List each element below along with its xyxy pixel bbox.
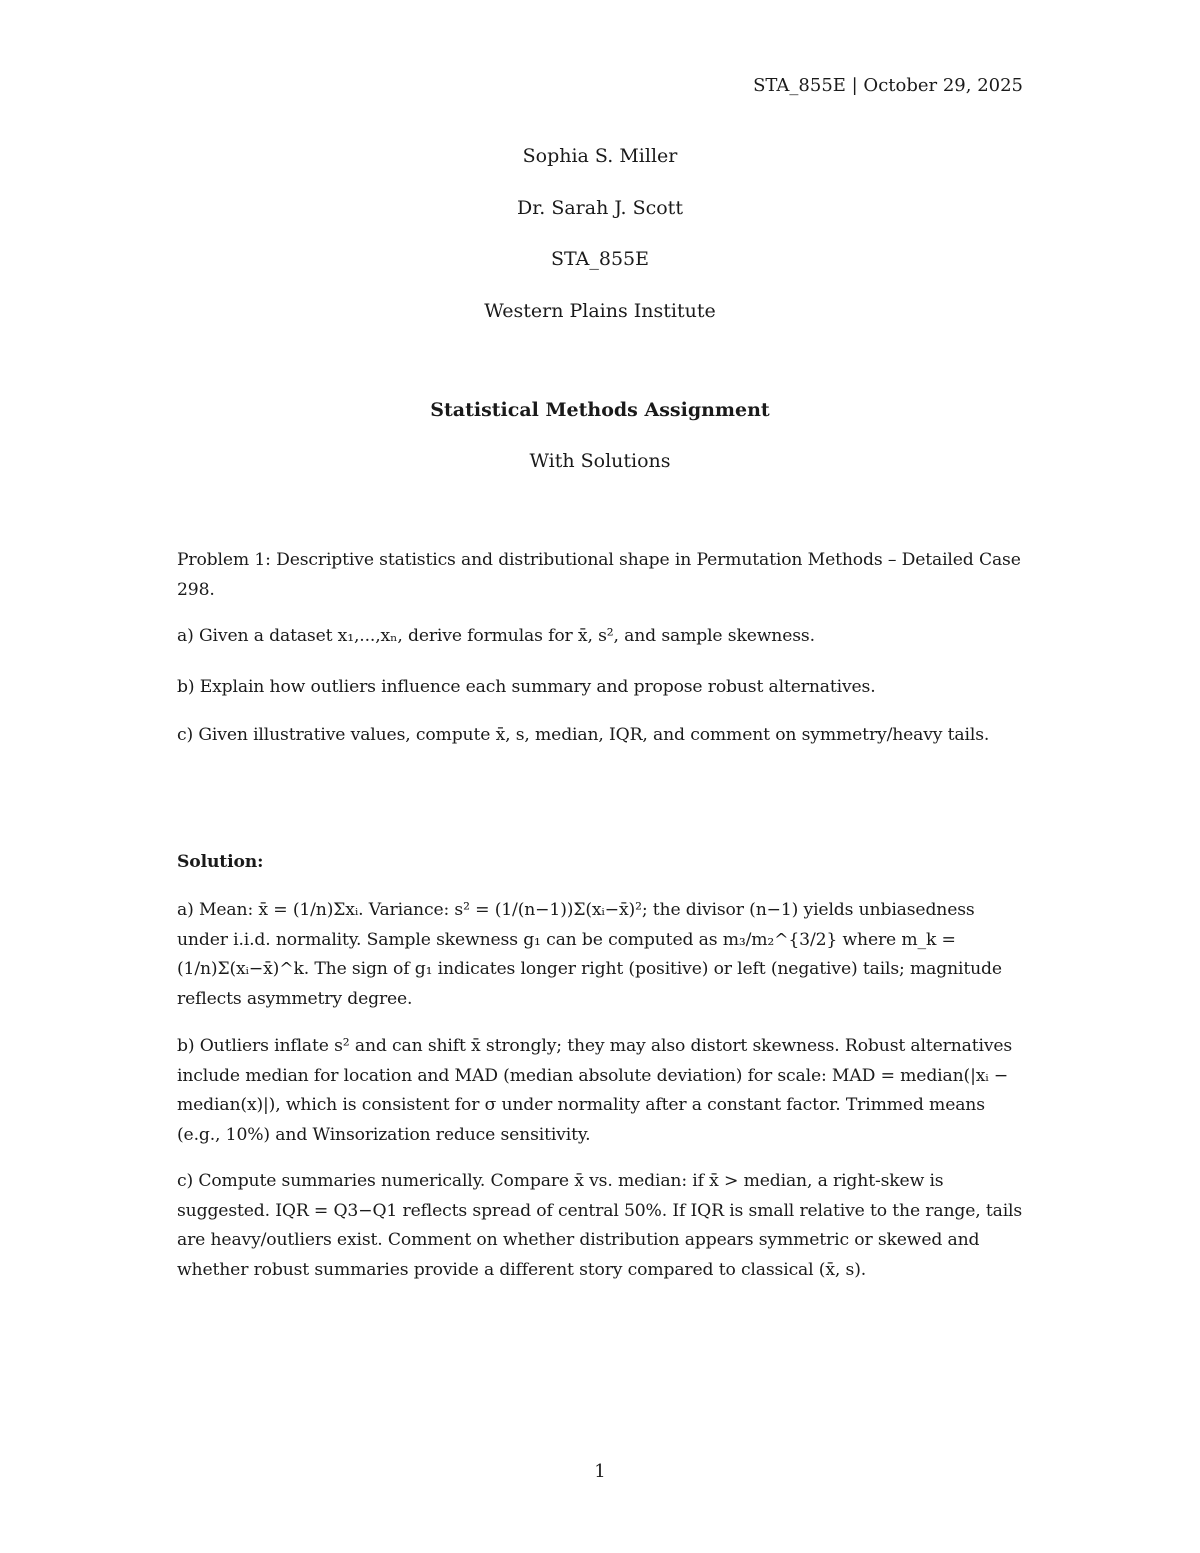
problem-part-a-text: a) Given a dataset x₁,...,xₙ, derive formulas for x̄, s², and sample skewness. — [177, 626, 815, 646]
problem-part-c-text: c) Given illustrative values, compute x̄, s, median, IQR, and comment on symmetry/heavy tails. — [177, 725, 990, 745]
title-block — [0, 144, 1200, 350]
problem-part-b — [177, 673, 1023, 703]
course-code: STA_855E — [550, 248, 649, 270]
institution-name: Western Plains Institute — [484, 299, 716, 322]
instructor-name: Dr. Sarah J. Scott — [517, 196, 683, 219]
solution-part-c-text: c) Compute summaries numerically. Compare x̄ vs. median: if x̄ > median, a right-skew is suggested. IQR = Q3−Q1 reflects spread of central 50%. If IQR is small relative to the range, tails are heavy/outliers exist. Comment on whether distribution appears symmetric or skewed and whether robust summaries provide a different story compared to classical (x̄, s). — [177, 1171, 1023, 1280]
problem-heading — [177, 546, 1023, 605]
solution-part-a-text: a) Mean: x̄ = (1/n)Σxᵢ. Variance: s² = (1/(n−1))Σ(xᵢ−x̄)²; the divisor (n−1) yields unbiasedness under i.i.d. normality. Sample skewness g₁ can be computed as m₃/m₂^{3/2} where m_k = (1/n)Σ(xᵢ−x̄)^k. The sign of g₁ indicates longer right (positive) or left (negative) tails; magnitude reflects asymmetry degree. — [177, 900, 1002, 1009]
solution-part-a — [177, 896, 1023, 1014]
running-head: STA_855E | October 29, 2025 — [753, 75, 1023, 96]
problem-part-c — [177, 721, 1023, 751]
problem-part-a — [177, 622, 1023, 652]
solution-part-c — [177, 1167, 1023, 1285]
problem-heading-text: Problem 1: Descriptive statistics and distributional shape in Permutation Methods – Detailed Case 298. — [177, 550, 1021, 600]
document-title: Statistical Methods Assignment — [430, 399, 770, 421]
page-number: 1 — [594, 1461, 606, 1482]
solution-part-b-text: b) Outliers inflate s² and can shift x̄ strongly; they may also distort skewness. Robust alternatives include median for location and MAD (median absolute deviation) for scale: MAD = median(|xᵢ − median(x)|), which is consistent for σ under normality after a constant factor. Trimmed means (e.g., 10%) and Winsorization reduce sensitivity. — [177, 1036, 1013, 1145]
solution-heading: Solution: — [177, 852, 264, 872]
student-name: Sophia S. Miller — [522, 145, 678, 167]
solution-part-b — [177, 1032, 1023, 1150]
document-subtitle: With Solutions — [529, 450, 671, 472]
problem-part-b-text: b) Explain how outliers influence each summary and propose robust alternatives. — [177, 677, 876, 697]
